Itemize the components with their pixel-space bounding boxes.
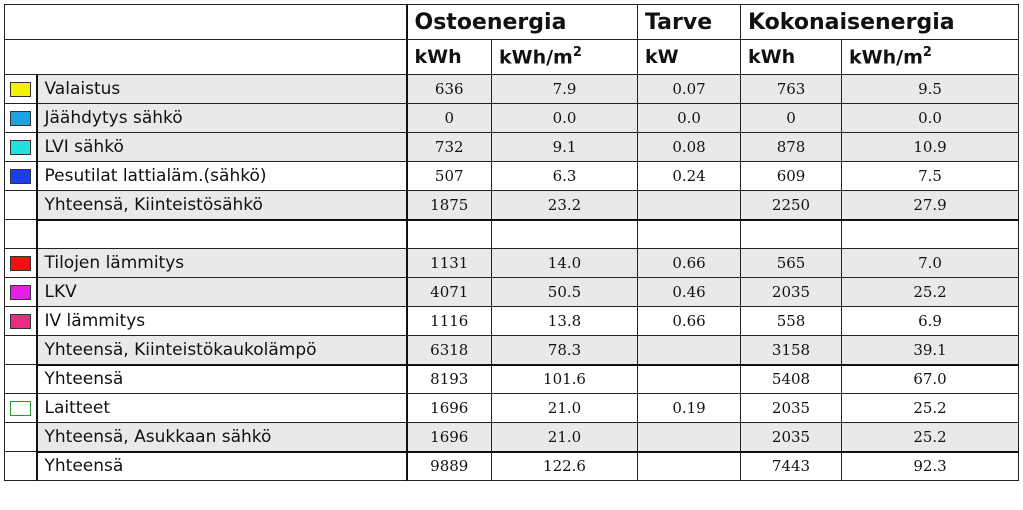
tarve-kw: 0.66: [638, 249, 741, 278]
table-row: [5, 220, 1019, 249]
ostoenergia-kwh: 6318: [407, 336, 492, 365]
legend-swatch-cell: [5, 104, 37, 133]
legend-swatch-cell: [5, 162, 37, 191]
ostoenergia-kwh: 732: [407, 133, 492, 162]
ostoenergia-kwhm2: 21.0: [492, 394, 638, 423]
kokonaisenergia-kwh: 5408: [741, 365, 842, 394]
kokonaisenergia-kwhm2: 9.5: [842, 75, 1019, 104]
unit-kw-tarve: kW: [638, 40, 741, 75]
table-row: [5, 307, 1019, 336]
ostoenergia-kwh: 507: [407, 162, 492, 191]
legend-swatch-cell: [5, 249, 37, 278]
kokonaisenergia-kwh: 0: [741, 104, 842, 133]
table-row: [5, 278, 1019, 307]
table-row: [5, 133, 1019, 162]
table-row: [5, 394, 1019, 423]
ostoenergia-kwh: 4071: [407, 278, 492, 307]
unit-kwhm2-osto: kWh/$m^2$: [492, 40, 638, 75]
legend-swatch: [10, 111, 31, 126]
kokonaisenergia-kwhm2: 25.2: [842, 423, 1019, 452]
ostoenergia-kwhm2: 0.0: [492, 104, 638, 133]
ostoenergia-kwh: 1116: [407, 307, 492, 336]
tarve-kw: [638, 365, 741, 394]
unit-kwh-osto: kWh: [407, 40, 492, 75]
tarve-kw: [638, 191, 741, 220]
unit-kwhm2-koko: kWh/$m^2$: [842, 40, 1019, 75]
ostoenergia-kwh: 1131: [407, 249, 492, 278]
kokonaisenergia-kwhm2: 7.5: [842, 162, 1019, 191]
tarve-kw: 0.46: [638, 278, 741, 307]
kokonaisenergia-kwhm2: 25.2: [842, 394, 1019, 423]
legend-swatch: [10, 140, 31, 155]
kokonaisenergia-kwh: 763: [741, 75, 842, 104]
header-tarve: Tarve: [638, 5, 741, 40]
row-label: Yhteensä, Kiinteistösähkö: [37, 191, 407, 220]
energy-table: [4, 4, 1019, 481]
ostoenergia-kwh: 1696: [407, 394, 492, 423]
tarve-kw: 0.24: [638, 162, 741, 191]
kokonaisenergia-kwh: 2250: [741, 191, 842, 220]
kokonaisenergia-kwhm2: [842, 220, 1019, 249]
tarve-kw: 0.19: [638, 394, 741, 423]
table-row: [5, 423, 1019, 452]
kokonaisenergia-kwhm2: 27.9: [842, 191, 1019, 220]
kokonaisenergia-kwhm2: 0.0: [842, 104, 1019, 133]
table-row: [5, 75, 1019, 104]
tarve-kw: 0.08: [638, 133, 741, 162]
legend-swatch-cell: [5, 452, 37, 481]
kokonaisenergia-kwh: 878: [741, 133, 842, 162]
row-label: Yhteensä, Asukkaan sähkö: [37, 423, 407, 452]
kokonaisenergia-kwh: 3158: [741, 336, 842, 365]
table-row: [5, 191, 1019, 220]
header-empty-2: [5, 40, 407, 75]
table-row: [5, 162, 1019, 191]
legend-swatch-cell: [5, 278, 37, 307]
ostoenergia-kwh: 8193: [407, 365, 492, 394]
tarve-kw: [638, 423, 741, 452]
row-label: Pesutilat lattialäm.(sähkö): [37, 162, 407, 191]
legend-swatch-cell: [5, 423, 37, 452]
ostoenergia-kwhm2: 13.8: [492, 307, 638, 336]
ostoenergia-kwh: [407, 220, 492, 249]
legend-swatch: [10, 256, 31, 271]
kokonaisenergia-kwhm2: 10.9: [842, 133, 1019, 162]
kokonaisenergia-kwhm2: 7.0: [842, 249, 1019, 278]
legend-swatch-cell: [5, 394, 37, 423]
header-ostoenergia: Ostoenergia: [407, 5, 638, 40]
kokonaisenergia-kwhm2: 67.0: [842, 365, 1019, 394]
ostoenergia-kwhm2: 50.5: [492, 278, 638, 307]
ostoenergia-kwhm2: 78.3: [492, 336, 638, 365]
kokonaisenergia-kwh: 558: [741, 307, 842, 336]
tarve-kw: [638, 220, 741, 249]
legend-swatch-cell: [5, 191, 37, 220]
tarve-kw: 0.07: [638, 75, 741, 104]
tarve-kw: [638, 452, 741, 481]
kokonaisenergia-kwhm2: 25.2: [842, 278, 1019, 307]
row-label: Jäähdytys sähkö: [37, 104, 407, 133]
table-row: [5, 104, 1019, 133]
row-label: LVI sähkö: [37, 133, 407, 162]
ostoenergia-kwh: 0: [407, 104, 492, 133]
legend-swatch-cell: [5, 336, 37, 365]
legend-swatch-cell: [5, 307, 37, 336]
legend-swatch-cell: [5, 133, 37, 162]
row-label: IV lämmitys: [37, 307, 407, 336]
header-empty: [5, 5, 407, 40]
ostoenergia-kwh: 9889: [407, 452, 492, 481]
legend-swatch-cell: [5, 365, 37, 394]
ostoenergia-kwhm2: 6.3: [492, 162, 638, 191]
header-kokonaisenergia: Kokonaisenergia: [741, 5, 1019, 40]
ostoenergia-kwhm2: 7.9: [492, 75, 638, 104]
table-row: [5, 249, 1019, 278]
table-row: [5, 452, 1019, 481]
legend-swatch: [10, 169, 31, 184]
kokonaisenergia-kwh: 609: [741, 162, 842, 191]
kokonaisenergia-kwh: 2035: [741, 423, 842, 452]
ostoenergia-kwhm2: [492, 220, 638, 249]
ostoenergia-kwhm2: 9.1: [492, 133, 638, 162]
legend-swatch: [10, 285, 31, 300]
row-label: Yhteensä: [37, 452, 407, 481]
table-row: [5, 365, 1019, 394]
table-row: [5, 336, 1019, 365]
kokonaisenergia-kwh: 565: [741, 249, 842, 278]
kokonaisenergia-kwhm2: 39.1: [842, 336, 1019, 365]
legend-swatch: [10, 314, 31, 329]
ostoenergia-kwhm2: 23.2: [492, 191, 638, 220]
tarve-kw: 0.0: [638, 104, 741, 133]
legend-swatch: [10, 82, 31, 97]
kokonaisenergia-kwh: [741, 220, 842, 249]
row-label: LKV: [37, 278, 407, 307]
kokonaisenergia-kwhm2: 92.3: [842, 452, 1019, 481]
row-label: Yhteensä: [37, 365, 407, 394]
kokonaisenergia-kwh: 2035: [741, 278, 842, 307]
ostoenergia-kwh: 1696: [407, 423, 492, 452]
kokonaisenergia-kwh: 2035: [741, 394, 842, 423]
row-label: Yhteensä, Kiinteistökaukolämpö: [37, 336, 407, 365]
row-label: Tilojen lämmitys: [37, 249, 407, 278]
row-label: Valaistus: [37, 75, 407, 104]
row-label: [37, 220, 407, 249]
ostoenergia-kwhm2: 14.0: [492, 249, 638, 278]
tarve-kw: 0.66: [638, 307, 741, 336]
legend-swatch-cell: [5, 220, 37, 249]
kokonaisenergia-kwh: 7443: [741, 452, 842, 481]
tarve-kw: [638, 336, 741, 365]
ostoenergia-kwhm2: 101.6: [492, 365, 638, 394]
ostoenergia-kwhm2: 122.6: [492, 452, 638, 481]
kokonaisenergia-kwhm2: 6.9: [842, 307, 1019, 336]
ostoenergia-kwh: 1875: [407, 191, 492, 220]
legend-swatch: [10, 401, 31, 416]
row-label: Laitteet: [37, 394, 407, 423]
ostoenergia-kwhm2: 21.0: [492, 423, 638, 452]
legend-swatch-cell: [5, 75, 37, 104]
unit-kwh-koko: kWh: [741, 40, 842, 75]
ostoenergia-kwh: 636: [407, 75, 492, 104]
